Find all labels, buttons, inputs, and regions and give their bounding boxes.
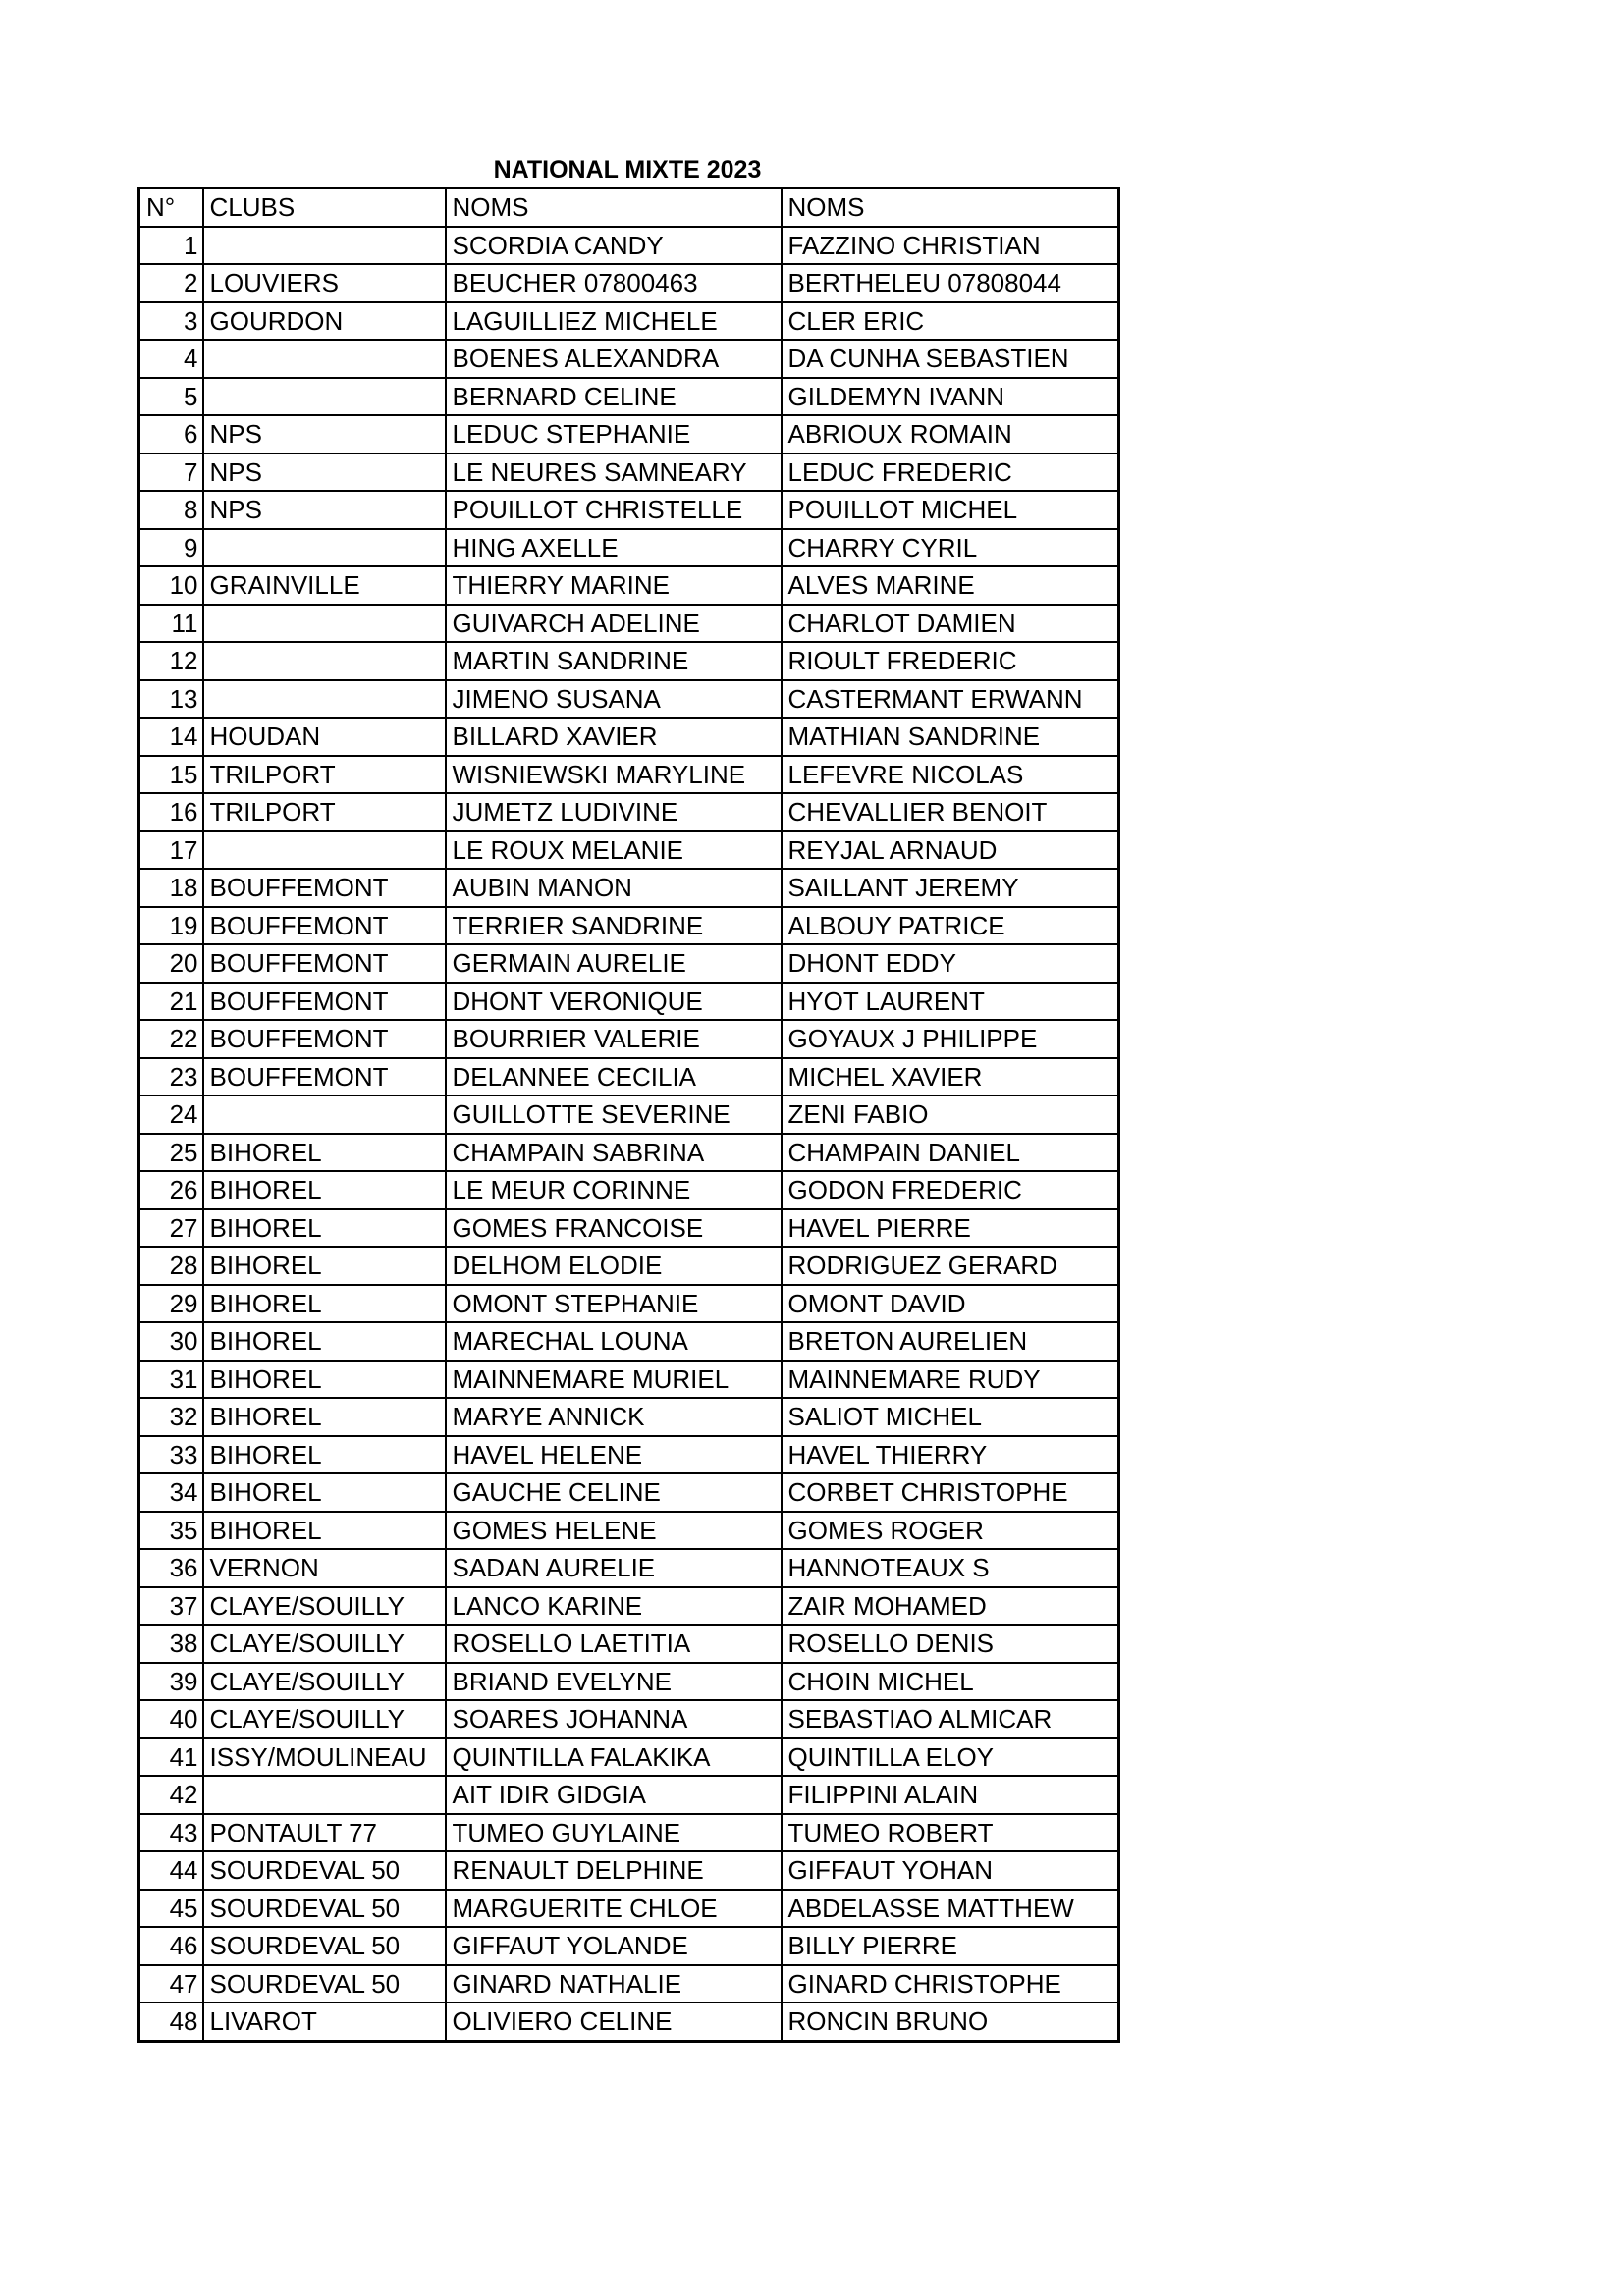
name-2-cell: MAINNEMARE RUDY	[782, 1361, 1119, 1399]
table-row	[139, 869, 1119, 907]
club-cell: VERNON	[203, 1549, 446, 1587]
name-1-cell: GUILLOTTE SEVERINE	[446, 1095, 782, 1134]
name-2-cell: SALIOT MICHEL	[782, 1398, 1119, 1436]
club-cell: CLAYE/SOUILLY	[203, 1663, 446, 1701]
table-row	[139, 1776, 1119, 1814]
name-2-cell: FAZZINO CHRISTIAN	[782, 227, 1119, 265]
table-row	[139, 831, 1119, 870]
club-cell: BIHOREL	[203, 1398, 446, 1436]
row-number: 9	[139, 529, 203, 567]
club-cell: BIHOREL	[203, 1473, 446, 1512]
row-number: 48	[139, 2002, 203, 2041]
table-row	[139, 529, 1119, 567]
club-cell: SOURDEVAL 50	[203, 1927, 446, 1965]
name-2-cell: LEFEVRE NICOLAS	[782, 756, 1119, 794]
row-number: 40	[139, 1700, 203, 1738]
row-number: 24	[139, 1095, 203, 1134]
name-2-cell: LEDUC FREDERIC	[782, 454, 1119, 492]
table-row	[139, 1134, 1119, 1172]
name-1-cell: MAINNEMARE MURIEL	[446, 1361, 782, 1399]
name-1-cell: HING AXELLE	[446, 529, 782, 567]
name-2-cell: HAVEL PIERRE	[782, 1209, 1119, 1248]
name-2-cell: GOMES ROGER	[782, 1512, 1119, 1550]
name-2-cell: GODON FREDERIC	[782, 1171, 1119, 1209]
name-1-cell: OLIVIERO CELINE	[446, 2002, 782, 2041]
name-1-cell: QUINTILLA FALAKIKA	[446, 1738, 782, 1777]
table-row	[139, 454, 1119, 492]
table-row	[139, 1587, 1119, 1626]
row-number: 22	[139, 1020, 203, 1058]
club-cell: BIHOREL	[203, 1322, 446, 1361]
name-1-cell: LAGUILLIEZ MICHELE	[446, 302, 782, 341]
name-2-cell: TUMEO ROBERT	[782, 1814, 1119, 1852]
name-2-cell: ABRIOUX ROMAIN	[782, 415, 1119, 454]
club-cell: CLAYE/SOUILLY	[203, 1587, 446, 1626]
name-2-cell: GIFFAUT YOHAN	[782, 1851, 1119, 1890]
table-row	[139, 302, 1119, 341]
name-1-cell: LE NEURES SAMNEARY	[446, 454, 782, 492]
name-2-cell: BERTHELEU 07808044	[782, 264, 1119, 302]
row-number: 4	[139, 340, 203, 378]
name-2-cell: ALVES MARINE	[782, 566, 1119, 605]
table-row	[139, 1209, 1119, 1248]
name-2-cell: MATHIAN SANDRINE	[782, 718, 1119, 756]
row-number: 10	[139, 566, 203, 605]
club-cell	[203, 1095, 446, 1134]
participants-table	[137, 187, 1120, 2043]
name-1-cell: MARECHAL LOUNA	[446, 1322, 782, 1361]
name-1-cell: OMONT STEPHANIE	[446, 1285, 782, 1323]
name-1-cell: LE MEUR CORINNE	[446, 1171, 782, 1209]
table-row	[139, 907, 1119, 945]
row-number: 46	[139, 1927, 203, 1965]
row-number: 30	[139, 1322, 203, 1361]
table-row	[139, 1398, 1119, 1436]
name-1-cell: WISNIEWSKI MARYLINE	[446, 756, 782, 794]
club-cell: NPS	[203, 454, 446, 492]
table-row	[139, 1738, 1119, 1777]
club-cell: PONTAULT 77	[203, 1814, 446, 1852]
name-1-cell: BRIAND EVELYNE	[446, 1663, 782, 1701]
name-1-cell: GIFFAUT YOLANDE	[446, 1927, 782, 1965]
table-row	[139, 1171, 1119, 1209]
name-1-cell: BERNARD CELINE	[446, 378, 782, 416]
name-1-cell: SADAN AURELIE	[446, 1549, 782, 1587]
club-cell	[203, 680, 446, 719]
name-2-cell: RONCIN BRUNO	[782, 2002, 1119, 2041]
table-row	[139, 983, 1119, 1021]
club-cell	[203, 340, 446, 378]
name-2-cell: CHOIN MICHEL	[782, 1663, 1119, 1701]
name-1-cell: THIERRY MARINE	[446, 566, 782, 605]
table-row	[139, 1700, 1119, 1738]
row-number: 13	[139, 680, 203, 719]
table-row	[139, 1020, 1119, 1058]
table-row	[139, 1322, 1119, 1361]
name-2-cell: BRETON AURELIEN	[782, 1322, 1119, 1361]
table-row	[139, 1436, 1119, 1474]
row-number: 5	[139, 378, 203, 416]
club-cell: BIHOREL	[203, 1134, 446, 1172]
club-cell: TRILPORT	[203, 793, 446, 831]
club-cell: HOUDAN	[203, 718, 446, 756]
name-1-cell: MARTIN SANDRINE	[446, 642, 782, 680]
name-2-cell: CHEVALLIER BENOIT	[782, 793, 1119, 831]
row-number: 28	[139, 1247, 203, 1285]
row-number: 1	[139, 227, 203, 265]
row-number: 11	[139, 605, 203, 643]
club-cell: GOURDON	[203, 302, 446, 341]
header-row	[139, 188, 1119, 227]
name-2-cell: CHARLOT DAMIEN	[782, 605, 1119, 643]
name-2-cell: GINARD CHRISTOPHE	[782, 1965, 1119, 2003]
table-row	[139, 1058, 1119, 1096]
row-number: 29	[139, 1285, 203, 1323]
name-2-cell: CLER ERIC	[782, 302, 1119, 341]
name-1-cell: MARGUERITE CHLOE	[446, 1890, 782, 1928]
row-number: 37	[139, 1587, 203, 1626]
name-1-cell: SOARES JOHANNA	[446, 1700, 782, 1738]
club-cell	[203, 1776, 446, 1814]
header-noms-2: NOMS	[782, 188, 1119, 227]
club-cell: BOUFFEMONT	[203, 983, 446, 1021]
club-cell: BOUFFEMONT	[203, 907, 446, 945]
table-row	[139, 1512, 1119, 1550]
name-1-cell: HAVEL HELENE	[446, 1436, 782, 1474]
table-row	[139, 1625, 1119, 1663]
name-2-cell: ZENI FABIO	[782, 1095, 1119, 1134]
table-row	[139, 1814, 1119, 1852]
name-1-cell: GOMES HELENE	[446, 1512, 782, 1550]
name-1-cell: LEDUC STEPHANIE	[446, 415, 782, 454]
row-number: 14	[139, 718, 203, 756]
name-1-cell: JIMENO SUSANA	[446, 680, 782, 719]
row-number: 38	[139, 1625, 203, 1663]
name-2-cell: MICHEL XAVIER	[782, 1058, 1119, 1096]
table-row	[139, 566, 1119, 605]
club-cell: BOUFFEMONT	[203, 869, 446, 907]
club-cell	[203, 831, 446, 870]
name-2-cell: DHONT EDDY	[782, 944, 1119, 983]
club-cell: ISSY/MOULINEAU	[203, 1738, 446, 1777]
name-1-cell: BILLARD XAVIER	[446, 718, 782, 756]
table-row	[139, 1965, 1119, 2003]
row-number: 12	[139, 642, 203, 680]
table-row	[139, 756, 1119, 794]
row-number: 3	[139, 302, 203, 341]
name-2-cell: CASTERMANT ERWANN	[782, 680, 1119, 719]
row-number: 23	[139, 1058, 203, 1096]
name-2-cell: ABDELASSE MATTHEW	[782, 1890, 1119, 1928]
row-number: 2	[139, 264, 203, 302]
table-row	[139, 605, 1119, 643]
row-number: 19	[139, 907, 203, 945]
row-number: 42	[139, 1776, 203, 1814]
name-1-cell: GAUCHE CELINE	[446, 1473, 782, 1512]
club-cell: NPS	[203, 491, 446, 529]
row-number: 31	[139, 1361, 203, 1399]
name-1-cell: DELHOM ELODIE	[446, 1247, 782, 1285]
name-1-cell: GINARD NATHALIE	[446, 1965, 782, 2003]
row-number: 6	[139, 415, 203, 454]
row-number: 45	[139, 1890, 203, 1928]
table-row	[139, 1927, 1119, 1965]
club-cell: SOURDEVAL 50	[203, 1890, 446, 1928]
table-row	[139, 1663, 1119, 1701]
club-cell	[203, 227, 446, 265]
table-row	[139, 1285, 1119, 1323]
club-cell: BOUFFEMONT	[203, 944, 446, 983]
name-2-cell: FILIPPINI ALAIN	[782, 1776, 1119, 1814]
table-row	[139, 2002, 1119, 2041]
name-2-cell: DA CUNHA SEBASTIEN	[782, 340, 1119, 378]
row-number: 16	[139, 793, 203, 831]
document-title: NATIONAL MIXTE 2023	[493, 156, 762, 184]
club-cell	[203, 642, 446, 680]
row-number: 33	[139, 1436, 203, 1474]
name-1-cell: BOURRIER VALERIE	[446, 1020, 782, 1058]
name-1-cell: LANCO KARINE	[446, 1587, 782, 1626]
table-row	[139, 1247, 1119, 1285]
name-2-cell: CORBET CHRISTOPHE	[782, 1473, 1119, 1512]
row-number: 17	[139, 831, 203, 870]
table-row	[139, 1095, 1119, 1134]
table-row	[139, 1361, 1119, 1399]
row-number: 18	[139, 869, 203, 907]
club-cell	[203, 529, 446, 567]
name-2-cell: BILLY PIERRE	[782, 1927, 1119, 1965]
club-cell: BIHOREL	[203, 1285, 446, 1323]
name-2-cell: ZAIR MOHAMED	[782, 1587, 1119, 1626]
row-number: 26	[139, 1171, 203, 1209]
header-number: N°	[139, 188, 203, 227]
club-cell: BIHOREL	[203, 1512, 446, 1550]
row-number: 25	[139, 1134, 203, 1172]
name-2-cell: QUINTILLA ELOY	[782, 1738, 1119, 1777]
name-1-cell: LE ROUX MELANIE	[446, 831, 782, 870]
row-number: 15	[139, 756, 203, 794]
name-2-cell: ROSELLO DENIS	[782, 1625, 1119, 1663]
name-2-cell: GOYAUX J PHILIPPE	[782, 1020, 1119, 1058]
name-2-cell: CHARRY CYRIL	[782, 529, 1119, 567]
club-cell: BIHOREL	[203, 1361, 446, 1399]
name-2-cell: SEBASTIAO ALMICAR	[782, 1700, 1119, 1738]
table-row	[139, 1851, 1119, 1890]
row-number: 21	[139, 983, 203, 1021]
name-1-cell: BEUCHER 07800463	[446, 264, 782, 302]
table-row	[139, 793, 1119, 831]
name-2-cell: RODRIGUEZ GERARD	[782, 1247, 1119, 1285]
name-1-cell: CHAMPAIN SABRINA	[446, 1134, 782, 1172]
table-row	[139, 340, 1119, 378]
club-cell	[203, 378, 446, 416]
name-2-cell: HAVEL THIERRY	[782, 1436, 1119, 1474]
name-2-cell: HANNOTEAUX S	[782, 1549, 1119, 1587]
row-number: 41	[139, 1738, 203, 1777]
name-1-cell: SCORDIA CANDY	[446, 227, 782, 265]
name-1-cell: ROSELLO LAETITIA	[446, 1625, 782, 1663]
club-cell: NPS	[203, 415, 446, 454]
name-1-cell: AUBIN MANON	[446, 869, 782, 907]
table-body	[139, 188, 1119, 2042]
name-1-cell: AIT IDIR GIDGIA	[446, 1776, 782, 1814]
club-cell: TRILPORT	[203, 756, 446, 794]
row-number: 39	[139, 1663, 203, 1701]
name-1-cell: GUIVARCH ADELINE	[446, 605, 782, 643]
name-2-cell: CHAMPAIN DANIEL	[782, 1134, 1119, 1172]
name-2-cell: SAILLANT JEREMY	[782, 869, 1119, 907]
club-cell: BIHOREL	[203, 1171, 446, 1209]
table-row	[139, 227, 1119, 265]
header-clubs: CLUBS	[203, 188, 446, 227]
club-cell: BOUFFEMONT	[203, 1058, 446, 1096]
table-row	[139, 642, 1119, 680]
name-2-cell: REYJAL ARNAUD	[782, 831, 1119, 870]
row-number: 35	[139, 1512, 203, 1550]
club-cell: BIHOREL	[203, 1436, 446, 1474]
row-number: 7	[139, 454, 203, 492]
name-1-cell: DELANNEE CECILIA	[446, 1058, 782, 1096]
name-1-cell: MARYE ANNICK	[446, 1398, 782, 1436]
row-number: 8	[139, 491, 203, 529]
name-2-cell: POUILLOT MICHEL	[782, 491, 1119, 529]
club-cell: LOUVIERS	[203, 264, 446, 302]
table-row	[139, 680, 1119, 719]
header-noms-1: NOMS	[446, 188, 782, 227]
name-1-cell: POUILLOT CHRISTELLE	[446, 491, 782, 529]
club-cell: SOURDEVAL 50	[203, 1851, 446, 1890]
name-1-cell: BOENES ALEXANDRA	[446, 340, 782, 378]
table-row	[139, 718, 1119, 756]
name-2-cell: ALBOUY PATRICE	[782, 907, 1119, 945]
club-cell: CLAYE/SOUILLY	[203, 1700, 446, 1738]
club-cell: CLAYE/SOUILLY	[203, 1625, 446, 1663]
club-cell: BIHOREL	[203, 1247, 446, 1285]
club-cell: GRAINVILLE	[203, 566, 446, 605]
club-cell: LIVAROT	[203, 2002, 446, 2041]
row-number: 34	[139, 1473, 203, 1512]
club-cell: SOURDEVAL 50	[203, 1965, 446, 2003]
table-row	[139, 944, 1119, 983]
name-1-cell: DHONT VERONIQUE	[446, 983, 782, 1021]
table-row	[139, 1549, 1119, 1587]
table-row	[139, 1473, 1119, 1512]
table-row	[139, 378, 1119, 416]
table-row	[139, 1890, 1119, 1928]
name-2-cell: GILDEMYN IVANN	[782, 378, 1119, 416]
club-cell	[203, 605, 446, 643]
table-row	[139, 491, 1119, 529]
row-number: 44	[139, 1851, 203, 1890]
row-number: 32	[139, 1398, 203, 1436]
name-2-cell: RIOULT FREDERIC	[782, 642, 1119, 680]
club-cell: BIHOREL	[203, 1209, 446, 1248]
name-1-cell: JUMETZ LUDIVINE	[446, 793, 782, 831]
name-2-cell: OMONT DAVID	[782, 1285, 1119, 1323]
name-2-cell: HYOT LAURENT	[782, 983, 1119, 1021]
club-cell: BOUFFEMONT	[203, 1020, 446, 1058]
row-number: 47	[139, 1965, 203, 2003]
name-1-cell: GERMAIN AURELIE	[446, 944, 782, 983]
name-1-cell: RENAULT DELPHINE	[446, 1851, 782, 1890]
row-number: 43	[139, 1814, 203, 1852]
table-row	[139, 415, 1119, 454]
row-number: 20	[139, 944, 203, 983]
row-number: 36	[139, 1549, 203, 1587]
name-1-cell: TUMEO GUYLAINE	[446, 1814, 782, 1852]
name-1-cell: GOMES FRANCOISE	[446, 1209, 782, 1248]
name-1-cell: TERRIER SANDRINE	[446, 907, 782, 945]
table-row	[139, 264, 1119, 302]
row-number: 27	[139, 1209, 203, 1248]
